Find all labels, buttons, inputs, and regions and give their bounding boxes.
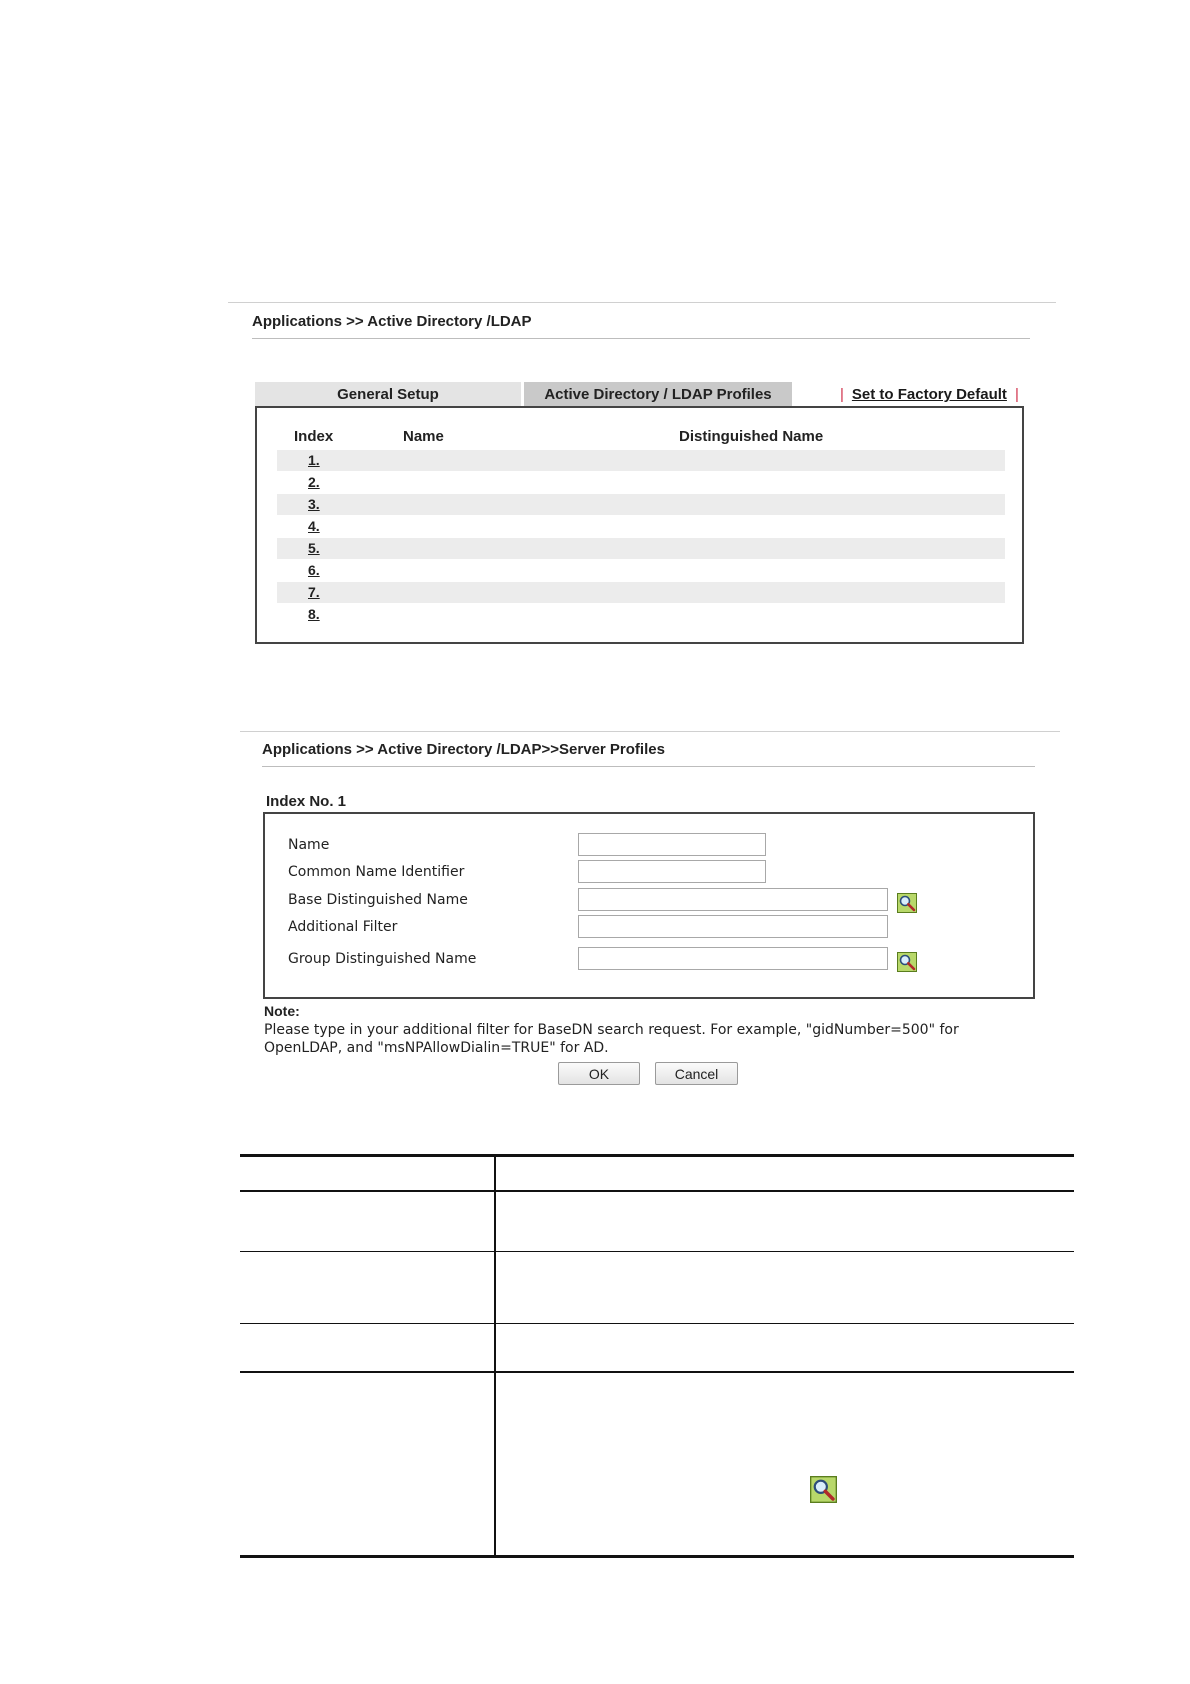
index-number-label: Index No. 1 (266, 793, 347, 810)
table-row (277, 472, 1005, 493)
profile-index-link[interactable]: 3. (308, 496, 320, 512)
table-row (277, 582, 1005, 603)
magnifier-search-icon[interactable] (897, 952, 917, 972)
table-rule (240, 1190, 1074, 1192)
table-row (277, 516, 1005, 537)
table-row (277, 494, 1005, 515)
profile-index-link[interactable]: 8. (308, 606, 320, 622)
divider (228, 302, 1056, 303)
group-distinguished-name-label: Group Distinguished Name (288, 951, 477, 967)
column-header-name: Name (403, 428, 444, 445)
note-text: Please type in your additional filter for BaseDN search request. For example, "gidNumber=500" for OpenLDAP, and "msNPAllowDialin=TRUE" for AD. (264, 1022, 959, 1056)
table-row (277, 560, 1005, 581)
separator: | (840, 386, 844, 403)
profile-index-link[interactable]: 5. (308, 540, 320, 556)
profile-index-link[interactable]: 7. (308, 584, 320, 600)
note-heading: Note: (264, 1003, 300, 1019)
cancel-button[interactable]: Cancel (655, 1062, 738, 1085)
profile-index-link[interactable]: 4. (308, 518, 320, 534)
tab-ldap-profiles[interactable]: Active Directory / LDAP Profiles (524, 382, 792, 406)
table-row (277, 538, 1005, 559)
column-header-index: Index (294, 428, 334, 445)
profile-index-link[interactable]: 1. (308, 452, 320, 468)
column-header-distinguished-name: Distinguished Name (679, 428, 824, 445)
base-distinguished-name-input[interactable] (578, 888, 888, 911)
group-distinguished-name-input[interactable] (578, 947, 888, 970)
tab-general-setup[interactable]: General Setup (255, 382, 521, 406)
additional-filter-input[interactable] (578, 915, 888, 938)
divider (262, 766, 1035, 767)
table-rule (240, 1323, 1074, 1324)
name-input[interactable] (578, 833, 766, 856)
table-rule (240, 1154, 1074, 1157)
table-rule (240, 1251, 1074, 1252)
separator: | (1014, 386, 1019, 403)
magnifier-search-icon[interactable] (897, 893, 917, 913)
table-column-divider (494, 1155, 496, 1558)
base-distinguished-name-label: Base Distinguished Name (288, 892, 468, 908)
magnifier-search-icon (810, 1476, 837, 1503)
table-row (277, 450, 1005, 471)
common-name-identifier-input[interactable] (578, 860, 766, 883)
profile-index-link[interactable]: 2. (308, 474, 320, 490)
set-to-factory-default-link[interactable]: Set to Factory Default (851, 386, 1007, 403)
table-rule (240, 1371, 1074, 1373)
divider (240, 731, 1060, 732)
ok-button[interactable]: OK (558, 1062, 640, 1085)
divider (252, 338, 1030, 339)
table-row (277, 604, 1005, 625)
table-rule (240, 1555, 1074, 1558)
breadcrumb: Applications >> Active Directory /LDAP (252, 313, 532, 330)
common-name-identifier-label: Common Name Identifier (288, 864, 465, 880)
factory-default-group (840, 386, 1019, 403)
name-label: Name (288, 837, 330, 853)
breadcrumb: Applications >> Active Directory /LDAP>>Server Profiles (262, 741, 665, 758)
profile-index-link[interactable]: 6. (308, 562, 320, 578)
additional-filter-label: Additional Filter (288, 919, 398, 935)
